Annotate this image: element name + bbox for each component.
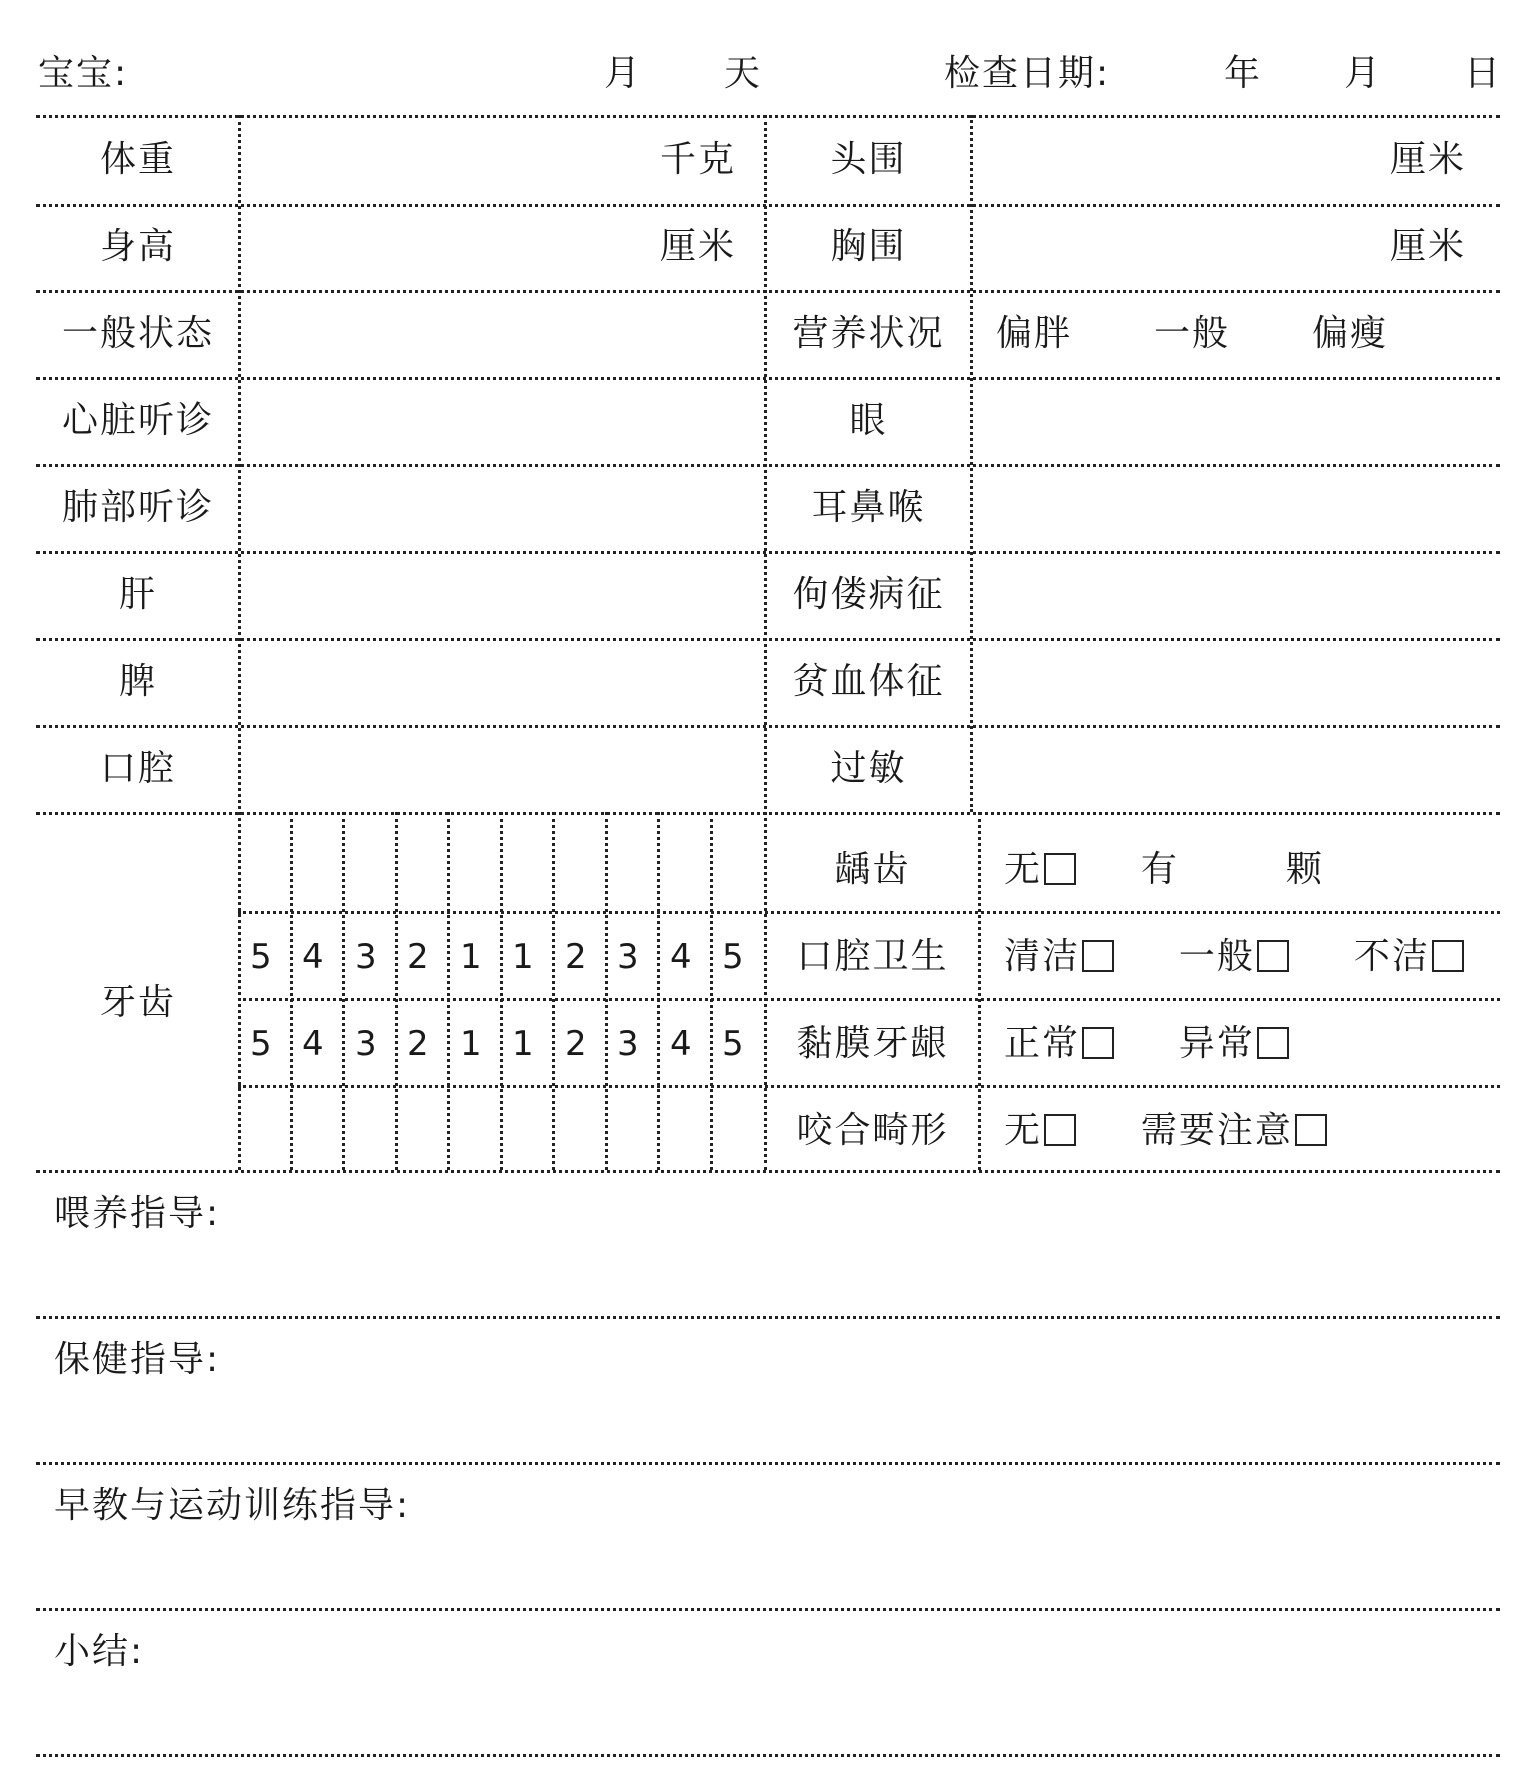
- caries-unit-label: 颗: [1285, 849, 1324, 890]
- year-label: 年: [1224, 53, 1263, 94]
- row-divider: [36, 1316, 1500, 1319]
- tooth-number: 1: [512, 1024, 534, 1064]
- row-divider: [36, 464, 1500, 467]
- ent-label: 耳鼻喉: [811, 487, 926, 528]
- row-divider: [36, 638, 1500, 641]
- row-divider: [36, 1608, 1500, 1611]
- nutrition-option-fat[interactable]: 偏胖: [996, 313, 1073, 354]
- col-divider: [342, 812, 345, 1170]
- tooth-number: 3: [617, 937, 639, 977]
- tooth-number: 3: [355, 1024, 377, 1064]
- head-circ-label: 头围: [830, 139, 907, 180]
- col-divider: [290, 812, 293, 1170]
- row-divider: [36, 377, 1500, 380]
- mucosa-label: 黏膜牙龈: [796, 1023, 949, 1064]
- eye-label: 眼: [849, 400, 888, 441]
- row-divider: [36, 1754, 1500, 1757]
- feeding-guidance-label: 喂养指导:: [54, 1193, 221, 1234]
- height-unit: 厘米: [660, 226, 737, 267]
- spleen-label: 脾: [118, 661, 157, 702]
- hygiene-normal-checkbox[interactable]: [1257, 940, 1289, 972]
- bite-attention-checkbox[interactable]: [1295, 1114, 1327, 1146]
- caries-none-checkbox[interactable]: [1044, 853, 1076, 885]
- tooth-number: 3: [355, 937, 377, 977]
- bite-none-label: 无: [1004, 1110, 1043, 1151]
- row-divider: [36, 115, 1500, 118]
- col-divider: [978, 812, 981, 1170]
- bite-attention-label: 需要注意: [1140, 1110, 1293, 1151]
- check-month-label: 月: [1344, 53, 1383, 94]
- teeth-label: 牙齿: [99, 982, 176, 1023]
- month-label: 月: [604, 53, 643, 94]
- col-divider: [657, 812, 660, 1170]
- tooth-number: 3: [617, 1024, 639, 1064]
- hygiene-clean-checkbox[interactable]: [1082, 940, 1114, 972]
- tooth-number: 1: [460, 1024, 482, 1064]
- lung-label: 肺部听诊: [61, 487, 214, 528]
- bite-none-checkbox[interactable]: [1044, 1114, 1076, 1146]
- head-circ-unit: 厘米: [1390, 139, 1467, 180]
- weight-unit: 千克: [660, 139, 737, 180]
- mucosa-normal-checkbox[interactable]: [1082, 1027, 1114, 1059]
- hygiene-label: 口腔卫生: [796, 936, 949, 977]
- col-divider: [605, 812, 608, 1170]
- caries-have-label: 有: [1140, 849, 1179, 890]
- nutrition-label: 营养状况: [792, 313, 945, 354]
- heart-label: 心脏听诊: [61, 400, 214, 441]
- caries-label: 龋齿: [834, 849, 911, 890]
- summary-label: 小结:: [54, 1631, 145, 1672]
- col-divider: [500, 812, 503, 1170]
- tooth-number: 4: [670, 1024, 692, 1064]
- row-divider: [36, 551, 1500, 554]
- row-divider: [36, 1462, 1500, 1465]
- height-label: 身高: [99, 226, 176, 267]
- hygiene-options: [1004, 936, 1464, 977]
- nutrition-option-normal[interactable]: 一般: [1154, 313, 1231, 354]
- chest-circ-unit: 厘米: [1390, 226, 1467, 267]
- tooth-number: 1: [512, 937, 534, 977]
- col-divider: [970, 115, 973, 812]
- anemia-label: 贫血体征: [792, 661, 945, 702]
- check-date-label: 检查日期:: [944, 53, 1111, 94]
- baby-label: 宝宝:: [38, 53, 129, 94]
- mucosa-abnormal-label: 异常: [1178, 1023, 1255, 1064]
- tooth-number: 5: [250, 1024, 272, 1064]
- caries-none-label: 无: [1004, 849, 1043, 890]
- mucosa-options: [1004, 1023, 1289, 1064]
- hygiene-normal-label: 一般: [1178, 936, 1255, 977]
- hygiene-dirty-checkbox[interactable]: [1432, 940, 1464, 972]
- tooth-number: 1: [460, 937, 482, 977]
- row-divider: [36, 725, 1500, 728]
- row-divider: [238, 911, 1500, 914]
- tooth-number: 4: [302, 1024, 324, 1064]
- health-guidance-label: 保健指导:: [54, 1339, 221, 1380]
- tooth-number: 5: [722, 937, 744, 977]
- col-divider: [395, 812, 398, 1170]
- mouth-label: 口腔: [99, 748, 176, 789]
- col-divider: [447, 812, 450, 1170]
- mucosa-abnormal-checkbox[interactable]: [1257, 1027, 1289, 1059]
- col-divider: [710, 812, 713, 1170]
- check-day-label: 日: [1464, 53, 1503, 94]
- tooth-number: 2: [407, 937, 429, 977]
- row-divider: [36, 204, 1500, 207]
- tooth-number: 2: [565, 937, 587, 977]
- allergy-label: 过敏: [830, 748, 907, 789]
- weight-label: 体重: [99, 139, 176, 180]
- row-divider: [238, 1085, 1500, 1088]
- row-divider: [238, 998, 1500, 1001]
- row-divider: [36, 290, 1500, 293]
- rickets-label: 佝偻病征: [792, 574, 945, 615]
- mucosa-normal-label: 正常: [1004, 1023, 1081, 1064]
- tooth-number: 4: [670, 937, 692, 977]
- col-divider: [238, 115, 241, 1170]
- hygiene-clean-label: 清洁: [1004, 936, 1081, 977]
- tooth-number: 5: [250, 937, 272, 977]
- chest-circ-label: 胸围: [830, 226, 907, 267]
- caries-options: [1004, 849, 1324, 890]
- tooth-number: 2: [565, 1024, 587, 1064]
- bite-options: [1004, 1110, 1327, 1151]
- early-education-guidance-label: 早教与运动训练指导:: [54, 1485, 411, 1526]
- tooth-number: 2: [407, 1024, 429, 1064]
- liver-label: 肝: [118, 574, 157, 615]
- tooth-number: 5: [722, 1024, 744, 1064]
- nutrition-option-thin[interactable]: 偏瘦: [1312, 313, 1389, 354]
- bite-label: 咬合畸形: [796, 1110, 949, 1151]
- general-state-label: 一般状态: [61, 313, 214, 354]
- row-divider: [36, 1170, 1500, 1173]
- row-divider: [36, 812, 1500, 815]
- col-divider: [764, 115, 767, 1170]
- tooth-number: 4: [302, 937, 324, 977]
- col-divider: [552, 812, 555, 1170]
- day-label: 天: [724, 53, 763, 94]
- hygiene-dirty-label: 不洁: [1353, 936, 1430, 977]
